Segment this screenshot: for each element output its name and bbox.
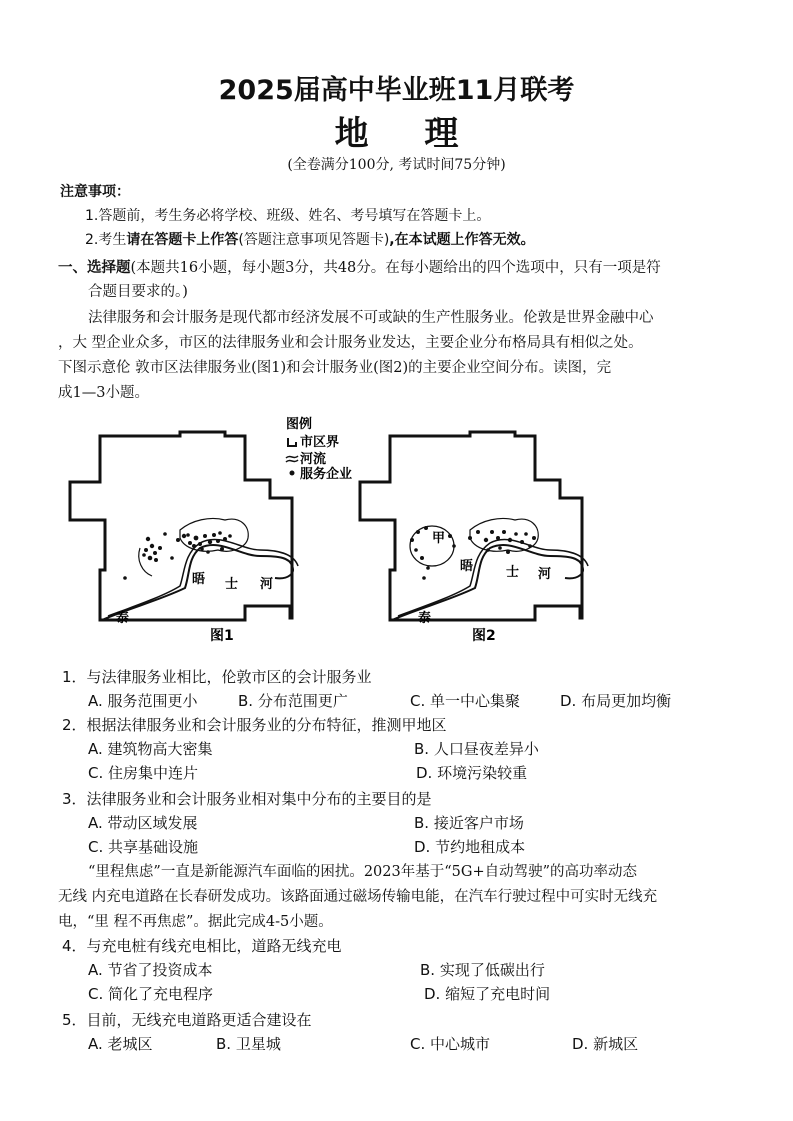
question-1-option-a: A. 服务范围更小	[88, 692, 198, 710]
question-3-option-d: D. 节约地租成本	[414, 838, 526, 856]
question-4-option-d: D. 缩短了充电时间	[424, 985, 551, 1003]
question-5-option-b: B. 卫星城	[216, 1035, 281, 1053]
fig2-river	[392, 545, 583, 620]
fig2-city-core-outline	[470, 518, 538, 551]
question-1-option-b: B. 分布范围更广	[238, 692, 348, 710]
passage2-line-3: 电，“里 程不再焦虑”。据此完成4-5小题。	[58, 914, 333, 930]
question-4-option-b: B. 实现了低碳出行	[420, 961, 545, 979]
fig1-label: 图1	[210, 628, 234, 644]
fig1-river-char-1: 晤	[192, 572, 206, 587]
question-2-option-b: B. 人口昼夜差异小	[414, 740, 539, 758]
notice-heading: 注意事项：	[60, 184, 130, 200]
question-1-option-d: D. 布局更加均衡	[560, 692, 672, 710]
fig2-jia-label: 甲	[432, 531, 446, 546]
notice-item-2-part-c: (答题注意事项见答题卡)	[238, 232, 390, 248]
legend-river-label: 河流	[300, 452, 327, 467]
fig2-river-char-3: 河	[538, 567, 552, 582]
question-3-option-c: C. 共享基础设施	[88, 838, 199, 856]
legend-enterprise-icon	[290, 471, 295, 476]
legend-river-icon	[286, 456, 298, 462]
passage2-line-2: 无线 内充电道路在长春研发成功。该路面通过磁场传输电能，在汽车行驶过程中可实时无线充	[58, 889, 658, 905]
legend-title: 图例	[286, 417, 313, 432]
fig2-river-char-2: 士	[506, 565, 520, 580]
question-5-option-c: C. 中心城市	[410, 1035, 491, 1053]
fig1-enterprise-dots	[123, 531, 232, 580]
question-3-option-a: A. 带动区域发展	[88, 814, 198, 832]
question-5-stem: 5．目前，无线充电道路更适合建设在	[62, 1011, 312, 1029]
notice-item-1: 1.答题前，考生务必将学校、班级、姓名、考号填写在答题卡上。	[85, 208, 491, 224]
fig2-river-char-qin: 泰	[418, 611, 432, 626]
fig1-city-boundary	[70, 432, 292, 620]
question-5-option-a: A. 老城区	[88, 1035, 153, 1053]
passage2-line-1: “里程焦虑”一直是新能源汽车面临的困扰。2023年基于“5G+自动驾驶”的高功率动态	[88, 864, 638, 880]
question-4-option-c: C. 简化了充电程序	[88, 985, 214, 1003]
question-3-stem: 3．法律服务业和会计服务业相对集中分布的主要目的是	[62, 790, 432, 808]
fig1-river-char-2: 士	[225, 577, 239, 592]
question-3-option-b: B. 接近客户市场	[414, 814, 524, 832]
question-2-option-a: A. 建筑物高大密集	[88, 740, 213, 758]
passage1-line-1: 法律服务和会计服务是现代都市经济发展不可或缺的生产性服务业。伦敦是世界金融中心	[88, 310, 654, 326]
exam-meta: (全卷满分100分, 考试时间75分钟)	[287, 157, 506, 173]
question-2-option-c: C. 住房集中连片	[88, 764, 199, 782]
page-title: 2025届高中毕业班11月联考	[218, 75, 575, 106]
notice-item-2-part-b: 请在答题卡上作答	[126, 232, 239, 248]
legend-enterprise-label: 服务企业	[300, 467, 353, 482]
section-heading-desc: (本题共16小题，每小题3分，共48分。在每小题给出的四个选项中，只有一项是符	[130, 260, 661, 276]
question-4-option-a: A. 节省了投资成本	[88, 961, 213, 979]
fig2-city-boundary	[360, 432, 582, 620]
legend-boundary-icon	[288, 438, 296, 446]
fig2-label: 图2	[472, 628, 496, 644]
fig2-river-char-1: 晤	[460, 559, 474, 574]
london-service-map-figure	[60, 408, 620, 648]
section-heading	[58, 256, 661, 281]
question-1-option-c: C. 单一中心集聚	[410, 692, 521, 710]
passage1-line-3: 下图示意伦 敦市区法律服务业(图1)和会计服务业(图2)的主要企业空间分布。读图，完	[58, 360, 612, 376]
section-heading-desc-2: 合题目要求的。)	[88, 284, 188, 300]
notice-item-2	[85, 229, 535, 249]
fig1-river-char-3: 河	[260, 577, 274, 592]
question-5-option-d: D. 新城区	[572, 1035, 639, 1053]
question-4-stem: 4．与充电桩有线充电相比，道路无线充电	[62, 937, 342, 955]
passage1-line-2: ，大 型企业众多，市区的法律服务业和会计服务业发达，主要企业分布格局具有相似之处。	[58, 335, 643, 351]
fig1-river-char-qin: 泰	[116, 611, 130, 626]
question-1-stem: 1．与法律服务业相比，伦敦市区的会计服务业	[62, 668, 372, 686]
question-2-option-d: D. 环境污染较重	[416, 764, 528, 782]
subject-title: 地 理	[334, 114, 481, 154]
legend-boundary-label: 市区界	[300, 435, 340, 450]
figure-legend	[286, 416, 352, 482]
section-heading-label: 一、选择题	[58, 260, 131, 276]
notice-item-2-part-a: 2.考生	[85, 232, 127, 248]
question-2-stem: 2．根据法律服务业和会计服务业的分布特征，推测甲地区	[62, 716, 447, 734]
notice-item-2-part-d: ,在本试题上作答无效。	[389, 232, 535, 248]
passage1-line-4: 成1—3小题。	[58, 385, 149, 401]
